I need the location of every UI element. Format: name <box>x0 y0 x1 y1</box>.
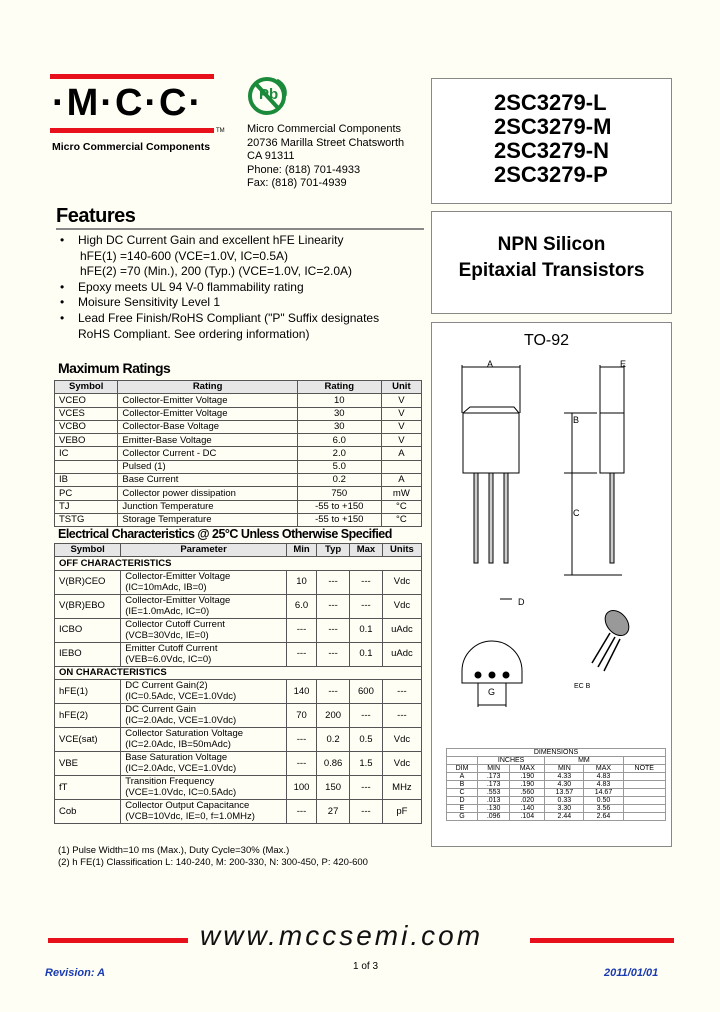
page-number: 1 of 3 <box>353 961 379 972</box>
max-cell: --- <box>350 799 383 823</box>
lead-labels: EC B <box>574 683 591 690</box>
symbol-cell: V(BR)EBO <box>55 594 121 618</box>
min-cell: --- <box>286 618 316 642</box>
table-row <box>55 407 422 420</box>
symbol-cell: VBE <box>55 751 121 775</box>
note: (1) Pulse Width=10 ms (Max.), Duty Cycle=30% (Max.) <box>58 845 290 856</box>
dim-cell: 0.33 <box>545 797 584 805</box>
unit-cell: °C <box>381 500 421 513</box>
parameter-name: Emitter Cutoff Current <box>125 642 218 654</box>
dim-label-b: B <box>573 415 580 425</box>
dim-cell: 3.30 <box>545 805 584 813</box>
dim-cell: 4.30 <box>545 781 584 789</box>
feature-item: hFE(1) =140-600 (VCE=1.0V, IC=0.5A) <box>80 248 289 263</box>
table-row <box>55 799 422 823</box>
symbol-cell <box>55 460 118 473</box>
unit-cell: A <box>381 447 421 460</box>
symbol-cell: IC <box>55 447 118 460</box>
typ-cell: --- <box>317 642 350 666</box>
parameter-cell <box>121 570 287 594</box>
dim-cell: 3.56 <box>584 805 623 813</box>
table-row <box>55 500 422 513</box>
rating-cell: Collector Current - DC <box>118 447 297 460</box>
typ-cell: 27 <box>317 799 350 823</box>
symbol-cell: ICBO <box>55 618 121 642</box>
units-cell: --- <box>382 703 421 727</box>
rating-cell: Base Current <box>118 474 297 487</box>
typ-cell: --- <box>317 570 350 594</box>
section-heading: ON CHARACTERISTICS <box>55 666 422 679</box>
table-header-cell: Parameter <box>121 544 287 557</box>
dim-row <box>447 789 666 797</box>
unit-cell: A <box>381 474 421 487</box>
table-row <box>55 474 422 487</box>
dim-row <box>447 773 666 781</box>
dim-header-cell: MIN <box>545 765 584 773</box>
table-header-cell: Min <box>286 544 316 557</box>
parameter-condition: (IE=1.0mAdc, IC=0) <box>125 606 210 618</box>
symbol-cell: VEBO <box>55 434 118 447</box>
typ-cell: 150 <box>317 775 350 799</box>
symbol-cell: IB <box>55 474 118 487</box>
dim-header-cell: NOTE <box>623 765 665 773</box>
unit-cell <box>381 460 421 473</box>
typ-cell: 0.2 <box>317 727 350 751</box>
unit-cell: mW <box>381 487 421 500</box>
symbol-cell: IEBO <box>55 642 121 666</box>
table-header-cell: Max <box>350 544 383 557</box>
value-cell: 5.0 <box>297 460 381 473</box>
table-header-cell: Symbol <box>55 544 121 557</box>
units-cell: Vdc <box>382 594 421 618</box>
rating-cell: Collector-Emitter Voltage <box>118 407 297 420</box>
typ-cell: --- <box>317 594 350 618</box>
revision-label: Revision: A <box>45 967 106 979</box>
table-row <box>55 394 422 407</box>
table-row <box>55 570 422 594</box>
revision-date: 2011/01/01 <box>604 967 659 979</box>
symbol-cell: PC <box>55 487 118 500</box>
min-cell: --- <box>286 727 316 751</box>
symbol-cell: VCEO <box>55 394 118 407</box>
elec-heading: Electrical Characteristics @ 25°C Unless Otherwise Specified <box>58 527 392 541</box>
feature-item: hFE(2) =70 (Min.), 200 (Typ.) (VCE=1.0V, IC=2.0A) <box>80 264 353 279</box>
dim-cell: .104 <box>510 813 545 821</box>
max-cell: 0.1 <box>350 618 383 642</box>
parameter-cell <box>121 618 287 642</box>
value-cell: 750 <box>297 487 381 500</box>
min-cell: --- <box>286 751 316 775</box>
dim-cell: E <box>447 805 478 813</box>
table-row <box>55 679 422 703</box>
unit-cell: °C <box>381 513 421 526</box>
feature-item: • Lead Free Finish/RoHS Compliant ("P" Suffix designates <box>60 310 380 325</box>
units-cell: uAdc <box>382 642 421 666</box>
parameter-cell <box>121 775 287 799</box>
feature-item: • Moisure Sensitivity Level 1 <box>60 295 221 310</box>
part-number: 2SC3279-N <box>494 138 609 163</box>
parameter-name: Collector Output Capacitance <box>125 799 250 811</box>
parameter-name: Collector-Emitter Voltage <box>125 570 231 582</box>
value-cell: 0.2 <box>297 474 381 487</box>
dim-cell <box>623 805 665 813</box>
typ-cell: --- <box>317 618 350 642</box>
rating-cell: Emitter-Base Voltage <box>118 434 297 447</box>
rating-cell: Collector power dissipation <box>118 487 297 500</box>
table-row <box>55 487 422 500</box>
feature-item: RoHS Compliant. See ordering information) <box>78 326 310 341</box>
dim-label-g: G <box>488 687 496 697</box>
parameter-name: Collector Cutoff Current <box>125 618 225 630</box>
typ-cell: 200 <box>317 703 350 727</box>
parameter-cell <box>121 751 287 775</box>
units-cell: Vdc <box>382 751 421 775</box>
dim-label-a: A <box>487 359 494 369</box>
dim-cell: .553 <box>477 789 509 797</box>
parameter-cell <box>121 679 287 703</box>
units-cell: Vdc <box>382 727 421 751</box>
table-header-cell: Rating <box>297 381 381 394</box>
symbol-cell: hFE(2) <box>55 703 121 727</box>
dim-cell: .130 <box>477 805 509 813</box>
dim-header-cell: MAX <box>584 765 623 773</box>
parameter-condition: (IC=0.5Adc, VCE=1.0Vdc) <box>125 691 237 703</box>
unit-cell: V <box>381 407 421 420</box>
table-row <box>55 594 422 618</box>
footer-bar-left <box>48 938 188 943</box>
rating-cell: Collector-Base Voltage <box>118 420 297 433</box>
dim-cell: .190 <box>510 781 545 789</box>
min-cell: 70 <box>286 703 316 727</box>
rating-cell: Collector-Emitter Voltage <box>118 394 297 407</box>
typ-cell: 0.86 <box>317 751 350 775</box>
dim-cell: 13.57 <box>545 789 584 797</box>
parameter-name: Transition Frequency <box>125 775 215 787</box>
table-row <box>55 703 422 727</box>
table-row <box>55 513 422 526</box>
notes <box>58 845 368 869</box>
max-cell: 0.1 <box>350 642 383 666</box>
typ-cell: --- <box>317 679 350 703</box>
section-row <box>55 557 422 570</box>
dim-cell: C <box>447 789 478 797</box>
dim-header-cell: MIN <box>477 765 509 773</box>
parameter-cell <box>121 703 287 727</box>
max-cell: 1.5 <box>350 751 383 775</box>
top-red-bar <box>50 74 214 79</box>
feature-item: • High DC Current Gain and excellent hFE Linearity <box>60 233 344 247</box>
website-link[interactable]: www.mccsemi.com <box>200 920 484 951</box>
dim-cell: 2.64 <box>584 813 623 821</box>
device-title-box <box>431 211 672 314</box>
dim-cell: .560 <box>510 789 545 797</box>
package-box <box>431 322 672 847</box>
value-cell: 30 <box>297 407 381 420</box>
dim-row <box>447 805 666 813</box>
max-cell: --- <box>350 703 383 727</box>
symbol-cell: fT <box>55 775 121 799</box>
parameter-cell <box>121 642 287 666</box>
max-cell: 600 <box>350 679 383 703</box>
part-number: 2SC3279-P <box>494 162 608 187</box>
dim-cell: .140 <box>510 805 545 813</box>
part-number: 2SC3279-M <box>494 114 612 139</box>
dim-cell: B <box>447 781 478 789</box>
dim-cell: .173 <box>477 781 509 789</box>
dim-cell: 4.83 <box>584 773 623 781</box>
unit-cell: V <box>381 394 421 407</box>
units-cell: uAdc <box>382 618 421 642</box>
dim-cell: G <box>447 813 478 821</box>
table-row <box>55 420 422 433</box>
dim-cell: 4.83 <box>584 781 623 789</box>
parameter-condition: (IC=2.0Adc, VCE=1.0Vdc) <box>125 763 237 775</box>
parameter-condition: (IC=2.0Adc, IB=50mAdc) <box>125 739 231 751</box>
symbol-cell: TSTG <box>55 513 118 526</box>
dim-row <box>447 813 666 821</box>
units-cell: MHz <box>382 775 421 799</box>
min-cell: 100 <box>286 775 316 799</box>
table-row <box>55 447 422 460</box>
dim-cell: A <box>447 773 478 781</box>
dim-cell <box>623 797 665 805</box>
parameter-name: Collector Saturation Voltage <box>125 727 244 739</box>
table-row <box>55 460 422 473</box>
table-header-cell: Typ <box>317 544 350 557</box>
parameter-condition: (VCE=1.0Vdc, IC=0.5Adc) <box>125 787 237 799</box>
mcc-logo: ·M·C·C· <box>52 82 204 124</box>
parameter-cell <box>121 594 287 618</box>
value-cell: 30 <box>297 420 381 433</box>
max-ratings-heading: Maximum Ratings <box>58 360 171 376</box>
features-underline <box>56 228 424 230</box>
dim-label-e: E <box>620 359 627 369</box>
value-cell: 10 <box>297 394 381 407</box>
dim-cell: .173 <box>477 773 509 781</box>
dim-row <box>447 797 666 805</box>
symbol-cell: Cob <box>55 799 121 823</box>
table-row <box>55 642 422 666</box>
table-header-cell: Units <box>382 544 421 557</box>
units-cell: pF <box>382 799 421 823</box>
table-row <box>55 434 422 447</box>
max-ratings-table <box>54 380 422 527</box>
logo-red-bar <box>50 128 214 133</box>
parameter-name: Collector-Emitter Voltage <box>125 594 231 606</box>
rating-cell: Storage Temperature <box>118 513 297 526</box>
device-title-line1: NPN Silicon <box>497 234 606 255</box>
dim-cell: D <box>447 797 478 805</box>
dim-label-d: D <box>518 597 525 607</box>
parameter-condition: (IC=10mAdc, IB=0) <box>125 582 207 594</box>
table-row <box>55 727 422 751</box>
min-cell: 10 <box>286 570 316 594</box>
unit-cell: V <box>381 434 421 447</box>
rating-cell: Junction Temperature <box>118 500 297 513</box>
unit-cell: V <box>381 420 421 433</box>
dim-cell <box>623 789 665 797</box>
min-cell: --- <box>286 642 316 666</box>
feature-item: • Epoxy meets UL 94 V-0 flammability rating <box>60 279 304 294</box>
dim-header-cell: DIM <box>447 765 478 773</box>
parameter-name: Base Saturation Voltage <box>125 751 228 763</box>
rating-cell: Pulsed (1) <box>118 460 297 473</box>
parameter-name: DC Current Gain(2) <box>125 679 208 691</box>
parameter-cell <box>121 799 287 823</box>
parameter-condition: (IC=2.0Adc, VCE=1.0Vdc) <box>125 715 237 727</box>
symbol-cell: VCES <box>55 407 118 420</box>
units-cell: --- <box>382 679 421 703</box>
trademark: TM <box>216 128 225 134</box>
table-row <box>55 775 422 799</box>
footer-bar-right <box>530 938 674 943</box>
dim-cell: .190 <box>510 773 545 781</box>
part-number-box <box>431 78 672 204</box>
dimensions-table: DIMENSIONS INCHES MM DIM MIN MAX MIN MAX NOTE A .173 .190 4.33 4.83 B .173 .190 4.30 4.83 C .553 .560 13.57 14.67 D .013 .020 0.33 0.50 E .130 .140 3.30 3.56 G .096 .104 2.44 2.64 <box>446 748 666 821</box>
max-cell: --- <box>350 594 383 618</box>
max-cell: --- <box>350 570 383 594</box>
table-header-cell: Unit <box>381 381 421 394</box>
company-name: Micro Commercial Components <box>52 141 211 153</box>
dim-cell: 2.44 <box>545 813 584 821</box>
symbol-cell: VCBO <box>55 420 118 433</box>
part-number: 2SC3279-L <box>494 90 607 115</box>
package-drawing <box>432 353 671 773</box>
value-cell: -55 to +150 <box>297 500 381 513</box>
section-row <box>55 666 422 679</box>
value-cell: 2.0 <box>297 447 381 460</box>
note: (2) h FE(1) Classification L: 140-240, M: 200-330, N: 300-450, P: 420-600 <box>58 857 368 868</box>
table-header-cell: Rating <box>118 381 297 394</box>
dim-cell: .013 <box>477 797 509 805</box>
symbol-cell: VCE(sat) <box>55 727 121 751</box>
dim-row <box>447 781 666 789</box>
parameter-condition: (VCB=30Vdc, IE=0) <box>125 630 209 642</box>
value-cell: -55 to +150 <box>297 513 381 526</box>
max-cell: --- <box>350 775 383 799</box>
table-row <box>55 751 422 775</box>
parameter-condition: (VEB=6.0Vdc, IC=0) <box>125 654 212 666</box>
elec-table <box>54 543 422 824</box>
features-heading: Features <box>56 205 136 227</box>
min-cell: 140 <box>286 679 316 703</box>
min-cell: --- <box>286 799 316 823</box>
dim-label-c: C <box>573 508 580 518</box>
units-cell: Vdc <box>382 570 421 594</box>
features-list <box>60 233 430 342</box>
pb-free-icon: Pb <box>247 76 293 116</box>
dim-cell <box>623 773 665 781</box>
dim-cell: 4.33 <box>545 773 584 781</box>
dim-cell: .020 <box>510 797 545 805</box>
dim-cell: .096 <box>477 813 509 821</box>
section-heading: OFF CHARACTERISTICS <box>55 557 422 570</box>
dim-header-cell: MAX <box>510 765 545 773</box>
parameter-name: DC Current Gain <box>125 703 196 715</box>
parameter-condition: (VCB=10Vdc, IE=0, f=1.0MHz) <box>125 811 255 823</box>
symbol-cell: hFE(1) <box>55 679 121 703</box>
table-row <box>55 618 422 642</box>
dim-cell <box>623 813 665 821</box>
symbol-cell: TJ <box>55 500 118 513</box>
value-cell: 6.0 <box>297 434 381 447</box>
min-cell: 6.0 <box>286 594 316 618</box>
dim-cell <box>623 781 665 789</box>
parameter-cell <box>121 727 287 751</box>
dim-cell: 14.67 <box>584 789 623 797</box>
device-title-line2: Epitaxial Transistors <box>458 260 645 281</box>
max-cell: 0.5 <box>350 727 383 751</box>
company-address: Micro Commercial Components 20736 Marilla Street Chatsworth CA 91311 Phone: (818) 701-4933 Fax: (818) 701-4939 <box>247 123 405 190</box>
package-name: TO-92 <box>524 332 570 349</box>
table-header-cell: Symbol <box>55 381 118 394</box>
dim-cell: 0.50 <box>584 797 623 805</box>
symbol-cell: V(BR)CEO <box>55 570 121 594</box>
